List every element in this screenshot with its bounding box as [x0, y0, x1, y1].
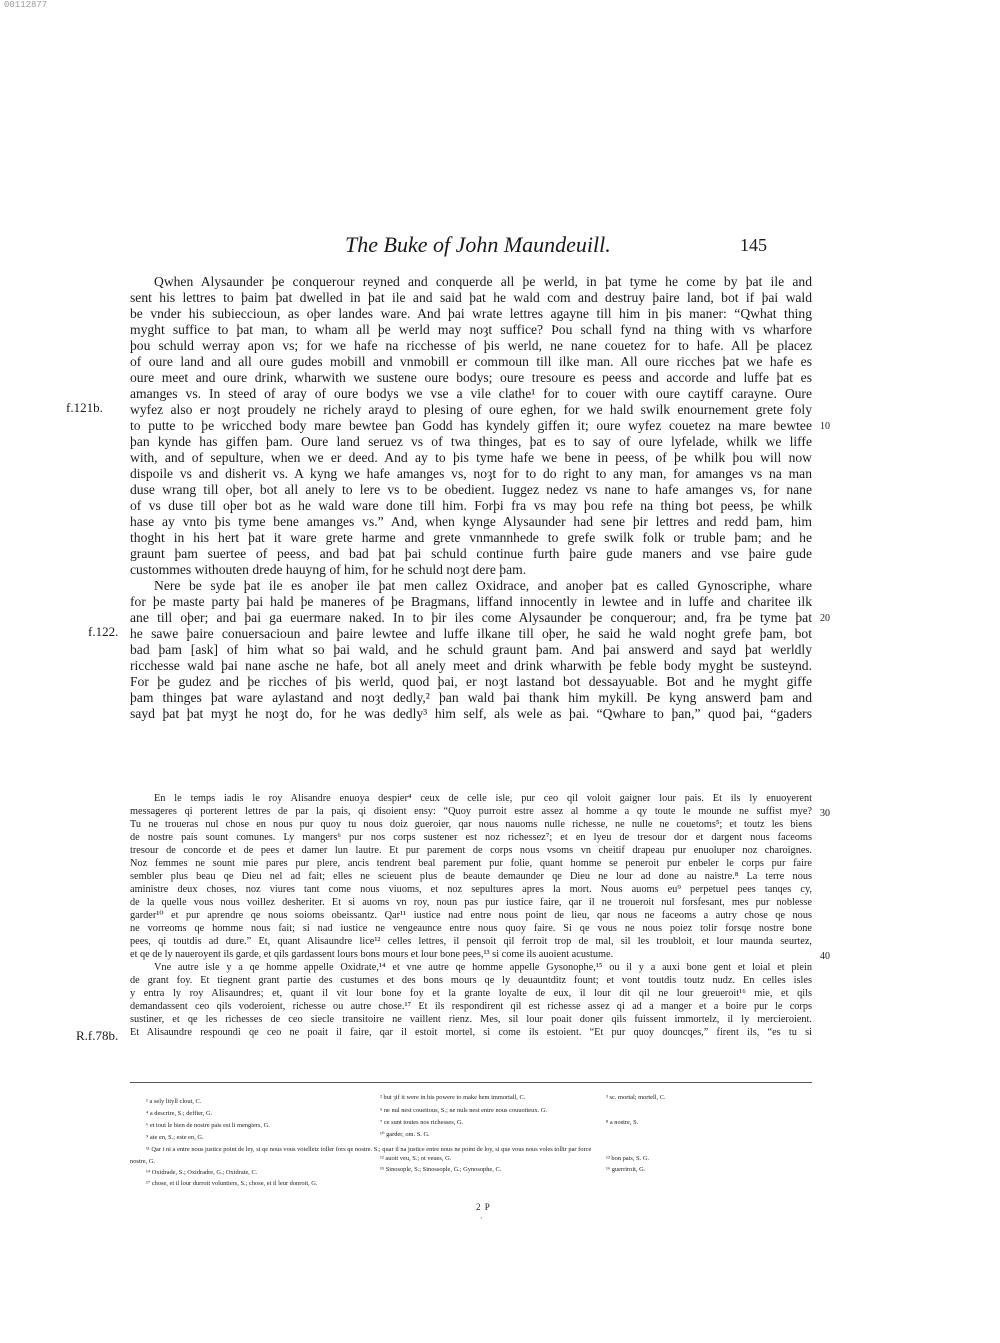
footnote: ³ sc. mortal; mortell, C.: [606, 1094, 666, 1101]
footnote: ¹⁷ chose, et il lour durroit voluntiers, S.; chose, et il leur donroit, G.: [146, 1180, 318, 1187]
french-line: demandassent ceo qils voderoient, richesse ou autre chose.¹⁷ Et ils respondirent qil est richesse assez qi ad a manger et a boire pur le corps: [130, 1001, 812, 1012]
footnote: ¹³ bon pais, S. G.: [606, 1155, 650, 1162]
footnote: ¹ a sely lityll clout, C.: [146, 1098, 202, 1105]
footnote: ⁴ a descrire, S.; deffier, G.: [146, 1110, 213, 1117]
footnote: ⁷ ce sunt toutes nos richesses, G.: [380, 1119, 464, 1126]
english-line: oure meet and oure drink, wharwith we sustene oure bodys; oure tresoure es peess and accorde and luffe þat es: [130, 370, 812, 385]
french-line: Noz femmes ne sount mie pares pur plere, ancis tendrent beal parement pur folie, quant homme se peneroit pur enbeler le corps pur faire: [130, 858, 812, 869]
french-line: En le temps iadis le roy Alisandre enuoya despier⁴ ceux de celle isle, pur ceo qil voloit gaigner lour pais. Et ils ly enuoyerent: [154, 793, 812, 804]
english-line: graunt þam suertee of peess, and bad þat þai schuld continue furth þaire gude maners and vse þaire gude: [130, 546, 812, 561]
footnote: ¹⁶ guerriroit, G.: [606, 1166, 646, 1173]
english-line: with, and of sepulture, when we er deed. And ay to þis tyme hafe we bene in peess, of þe whilk þou will now: [130, 450, 812, 465]
french-line: y entra ly roy Alisaundres; et, quant il vit lour bone foy et la grante loyalte de eux, il lour dit qil ne lour greueroit¹⁶ mie, et qils: [130, 988, 812, 999]
footnote: ⁵ ne nul nest coueitous, S.; ne nuls nest entre nous couuoiteux. G.: [380, 1107, 547, 1114]
english-line: custommes withouten drede hauyng of him, for he schuld noȝt dere þam.: [130, 562, 527, 577]
english-line: þam thinges þat ware aylastand and noȝt dedly,² þan wald þai thank him mykill. Þe kyng answerd þam and: [130, 690, 812, 705]
french-line: et qe de ly naueroyent ils garde, et qils gardassent lours bons mours et lour bone pees,¹³ si come ils auoient acustume.: [130, 949, 614, 960]
running-header: [130, 232, 810, 260]
french-line: de grant foy. Et tiegnent grant partie des custumes et des bons mours qe ly deuauntditz fount; et vont toutdis toutz nudz. En celles isles: [130, 975, 812, 986]
english-line: he sawe þaire conuersacioun and þaire lewtee and luffe ilkane till oþer, he said he wald noght grefe þam, bot: [130, 626, 812, 641]
page-title: The Buke of John Maundeuill.: [345, 232, 611, 257]
line-number: 30: [820, 808, 830, 819]
french-line: sustiner, et qe les richesses de ceo siecle transitoire ne vaillent rienz. Mes, sil lour poait doner qils fuissent immortelz, il ly mercieroient.: [130, 1014, 812, 1025]
margin-folio-ref: f.122.: [88, 624, 119, 639]
footnote: ¹⁵ Sinosople, S.; Sinossople, G.; Gynosophe, C.: [380, 1166, 502, 1173]
french-line: pees, qi toutdis ad dure.” Et, quant Alisaundre lice¹² celles lettres, il pensoit qil ferroit trop de mal, sil les troubloit, et lour maunda seurtez,: [130, 936, 812, 947]
margin-folio-ref: R.f.78b.: [76, 1028, 119, 1043]
footnote: nostre, G.: [130, 1158, 156, 1165]
english-line: of vs duse till oþer bot as he wald ware done till him. Forþi fra vs may þou refe na thing bot peess, þe whilk: [130, 498, 812, 513]
footnote: ⁹ ate en, S.; este en, G.: [146, 1134, 204, 1141]
english-line: to putte to þe wricched body mare bewtee þan Godd has kyndely giffen it; oure wyfez couetez na mare bewtee: [130, 418, 812, 433]
french-line: sembler plus beau qe Dieu nel ad fait; elles ne scieuent plus de beaute demaunder qe Dieu ne lour ad done au naistre.⁸ La terre nous: [130, 871, 812, 882]
english-line: wyfez also er noȝt proudely ne richely arayd to plesing of oure eghen, for we hald swilk enournement grete foly: [130, 402, 812, 417]
english-line: be vnder his subieccioun, as oþer landes ware. And þai wrate lettres agayne till him in þis maner: “Qwhat thing: [130, 306, 812, 321]
english-line: amanges vs. In steed of aray of oure bodys we vse a vile clathe¹ for to couer with oure caytiff carayne. Oure: [130, 386, 812, 401]
english-line: þan kynde has giffen þam. Oure land seruez vs of twa thinges, þat es to say of oure lyfelade, whilk we liffe: [130, 434, 812, 449]
footnote: ¹⁴ Oxidrade, S.; Oxidradre, G.; Oxidrate, C.: [146, 1169, 258, 1176]
english-line: sent his lettres to þaim þat dwelled in þat ile and said þat he wald com and destruy þaire land, bot if þai wald: [130, 290, 812, 305]
french-line: Tu ne troueras nul chose en nous pur quoy tu nous doiz gueroier, qar nous nauoms nulle richesse, ne nulle ne couetoms⁵; et toutz les biens: [130, 819, 812, 830]
french-line: de nostre pais sount comunes. Ly mangers⁶ pur nos corps sustener est noz richessez⁷; et en lyeu de tresour dor et dargent nous faceoms: [130, 832, 812, 843]
english-line: ricchesse wald þai nane asche ne hafe, bot all anely meet and drink wharwith þe feble body myght be susteynd.: [130, 658, 812, 673]
english-line: bad þam [ask] of him what so þai wald, and he schuld graunt þam. And þai answerd and sayd þat werldly: [130, 642, 812, 657]
footnote: ¹⁰ garder, om. S. G.: [380, 1131, 430, 1138]
english-line: sayd þat þat myȝt he noȝt do, for he was dedly³ him self, als wele as þai. “Qwhare to þan,” quod þai, “gaders: [130, 706, 812, 721]
line-number: 10: [820, 421, 830, 432]
english-line: hase ay vnto þis tyme bene amanges vs.” And, when kynge Alysaunder had sene þir lettres and redd þam, him: [130, 514, 812, 529]
english-line: Nere be syde þat ile es anoþer ile þat men callez Oxidrace, and anoþer þat es called Gynoscriphe, whare: [154, 578, 812, 593]
french-line: Et Alisaundre respoundi qe ceo ne poait il faire, qar il estoit mortel, si come ils estoient. “Et pur quoy douncqes,” firent ils, “es tu si: [130, 1027, 812, 1038]
footnote: ² but ȝif it were in his powere to make hem immortall, C.: [380, 1094, 526, 1101]
french-line: tresour de concorde et de pees et damer lun lautre. Et pur parement de corps nous vsoms vn cheitif drapeau pur enuoluper noz charoignes.: [130, 845, 812, 856]
english-line: ane till oþer; and þai ga euermare naked. In to þir iles come Alysaunder þe conquerour; and, fra þe tyme þat: [130, 610, 812, 625]
french-line: Vne autre isle y a qe homme appelle Oxidrate,¹⁴ et vne autre qe homme appelle Gysonophe,¹⁵ ou il y a auxi bone gent et loial et plein: [154, 962, 812, 973]
archive-id: 00112877: [4, 0, 48, 10]
page-number: 145: [740, 235, 767, 255]
signature-dot: ·: [480, 1214, 483, 1223]
french-line: aministre deux choses, noz viures tant come nous viuoms, et noz sepultures apres la mort. Nous auoms eu⁹ perpetuel pees tanqes cy,: [130, 884, 812, 895]
english-line: myght suffice to þat man, to wham all þe werld may noȝt suffice? Þou schall fynd na thing with vs wharfore: [130, 322, 812, 337]
footnote-rule: [130, 1082, 812, 1083]
french-line: de la quelle vous nous voillez desheriter. Et si auoms vn roy, noun pas pur iustice faire, qar il ne troueroit nul forsfesant, mes pur noblesse: [130, 897, 812, 908]
english-line: thoght in his hert þat it ware grete harme and grete vnmannhede to grefe swilk folk or truble þam; and he: [130, 530, 812, 545]
margin-folio-ref: f.121b.: [66, 400, 103, 415]
line-number: 40: [820, 951, 830, 962]
english-line: For þe gudez and þe ricches of þis werld, quod þai, er noȝt lastand bot dessayuable. Bot and he myght giffe: [130, 674, 812, 689]
footnote: ¹¹ Qar i ni a entre nous justice point de ley, si qe nous vous voielletz toller fors qe nostre. S.; quar il na justice entre nous ne point de loy, si que vous nous voles tollir par force: [146, 1146, 592, 1153]
footnote: ¹² auoit veu, S.; ot veues, G.: [380, 1155, 452, 1162]
french-line: ne vorreoms qe homme nous fait; si nad iustice ne vengeaunce entre nous quoy faire. Si qe vous ne nous poiez tolir forsqe nostre bone: [130, 923, 812, 934]
english-line: of oure land and all oure gudes mobill and vnmobill er commoun till ilke man. All oure ricches þat we hafe es: [130, 354, 812, 369]
french-line: garder¹⁰ et pur aprendre qe nous soioms obeissantz. Qar¹¹ iustice nad entre nous point de lieu, qar nous ne faceoms a autry chose qe nous: [130, 910, 812, 921]
footnote: ⁸ a nostre, S.: [606, 1119, 639, 1126]
line-number: 20: [820, 613, 830, 624]
french-line: messageres qi porterent lettres de par la pais, qi disoient ensy: “Quoy purroit estre assez al homme a qy toute le mounde ne suffist mye?: [130, 806, 812, 817]
english-line: dispoile vs and disherit vs. A kyng we hafe amanges vs, noȝt for to do right to any man, for amanges vs na man: [130, 466, 812, 481]
signature-mark: 2 P: [476, 1202, 491, 1212]
english-line: Qwhen Alysaunder þe conquerour reyned and conquerde all þe werld, in þat tyme he come by þat ile and: [154, 274, 812, 289]
footnote: ⁶ et tout le bien de nostre pais est li mengiers, G.: [146, 1122, 270, 1129]
english-line: duse wrang till oþer, bot all anely to lere vs to be obedient. Iuggez nedez vs nane to hafe amanges vs, for nane: [130, 482, 812, 497]
english-line: for þe maste party þai hald þe maneres of þe Bragmans, liffand innocently in lewtee and in luffe and charitee ilk: [130, 594, 812, 609]
english-line: þou schuld werray apon vs; for we hafe na ricchesse of þis werld, ne nane couetez for to hafe. All þe placez: [130, 338, 812, 353]
